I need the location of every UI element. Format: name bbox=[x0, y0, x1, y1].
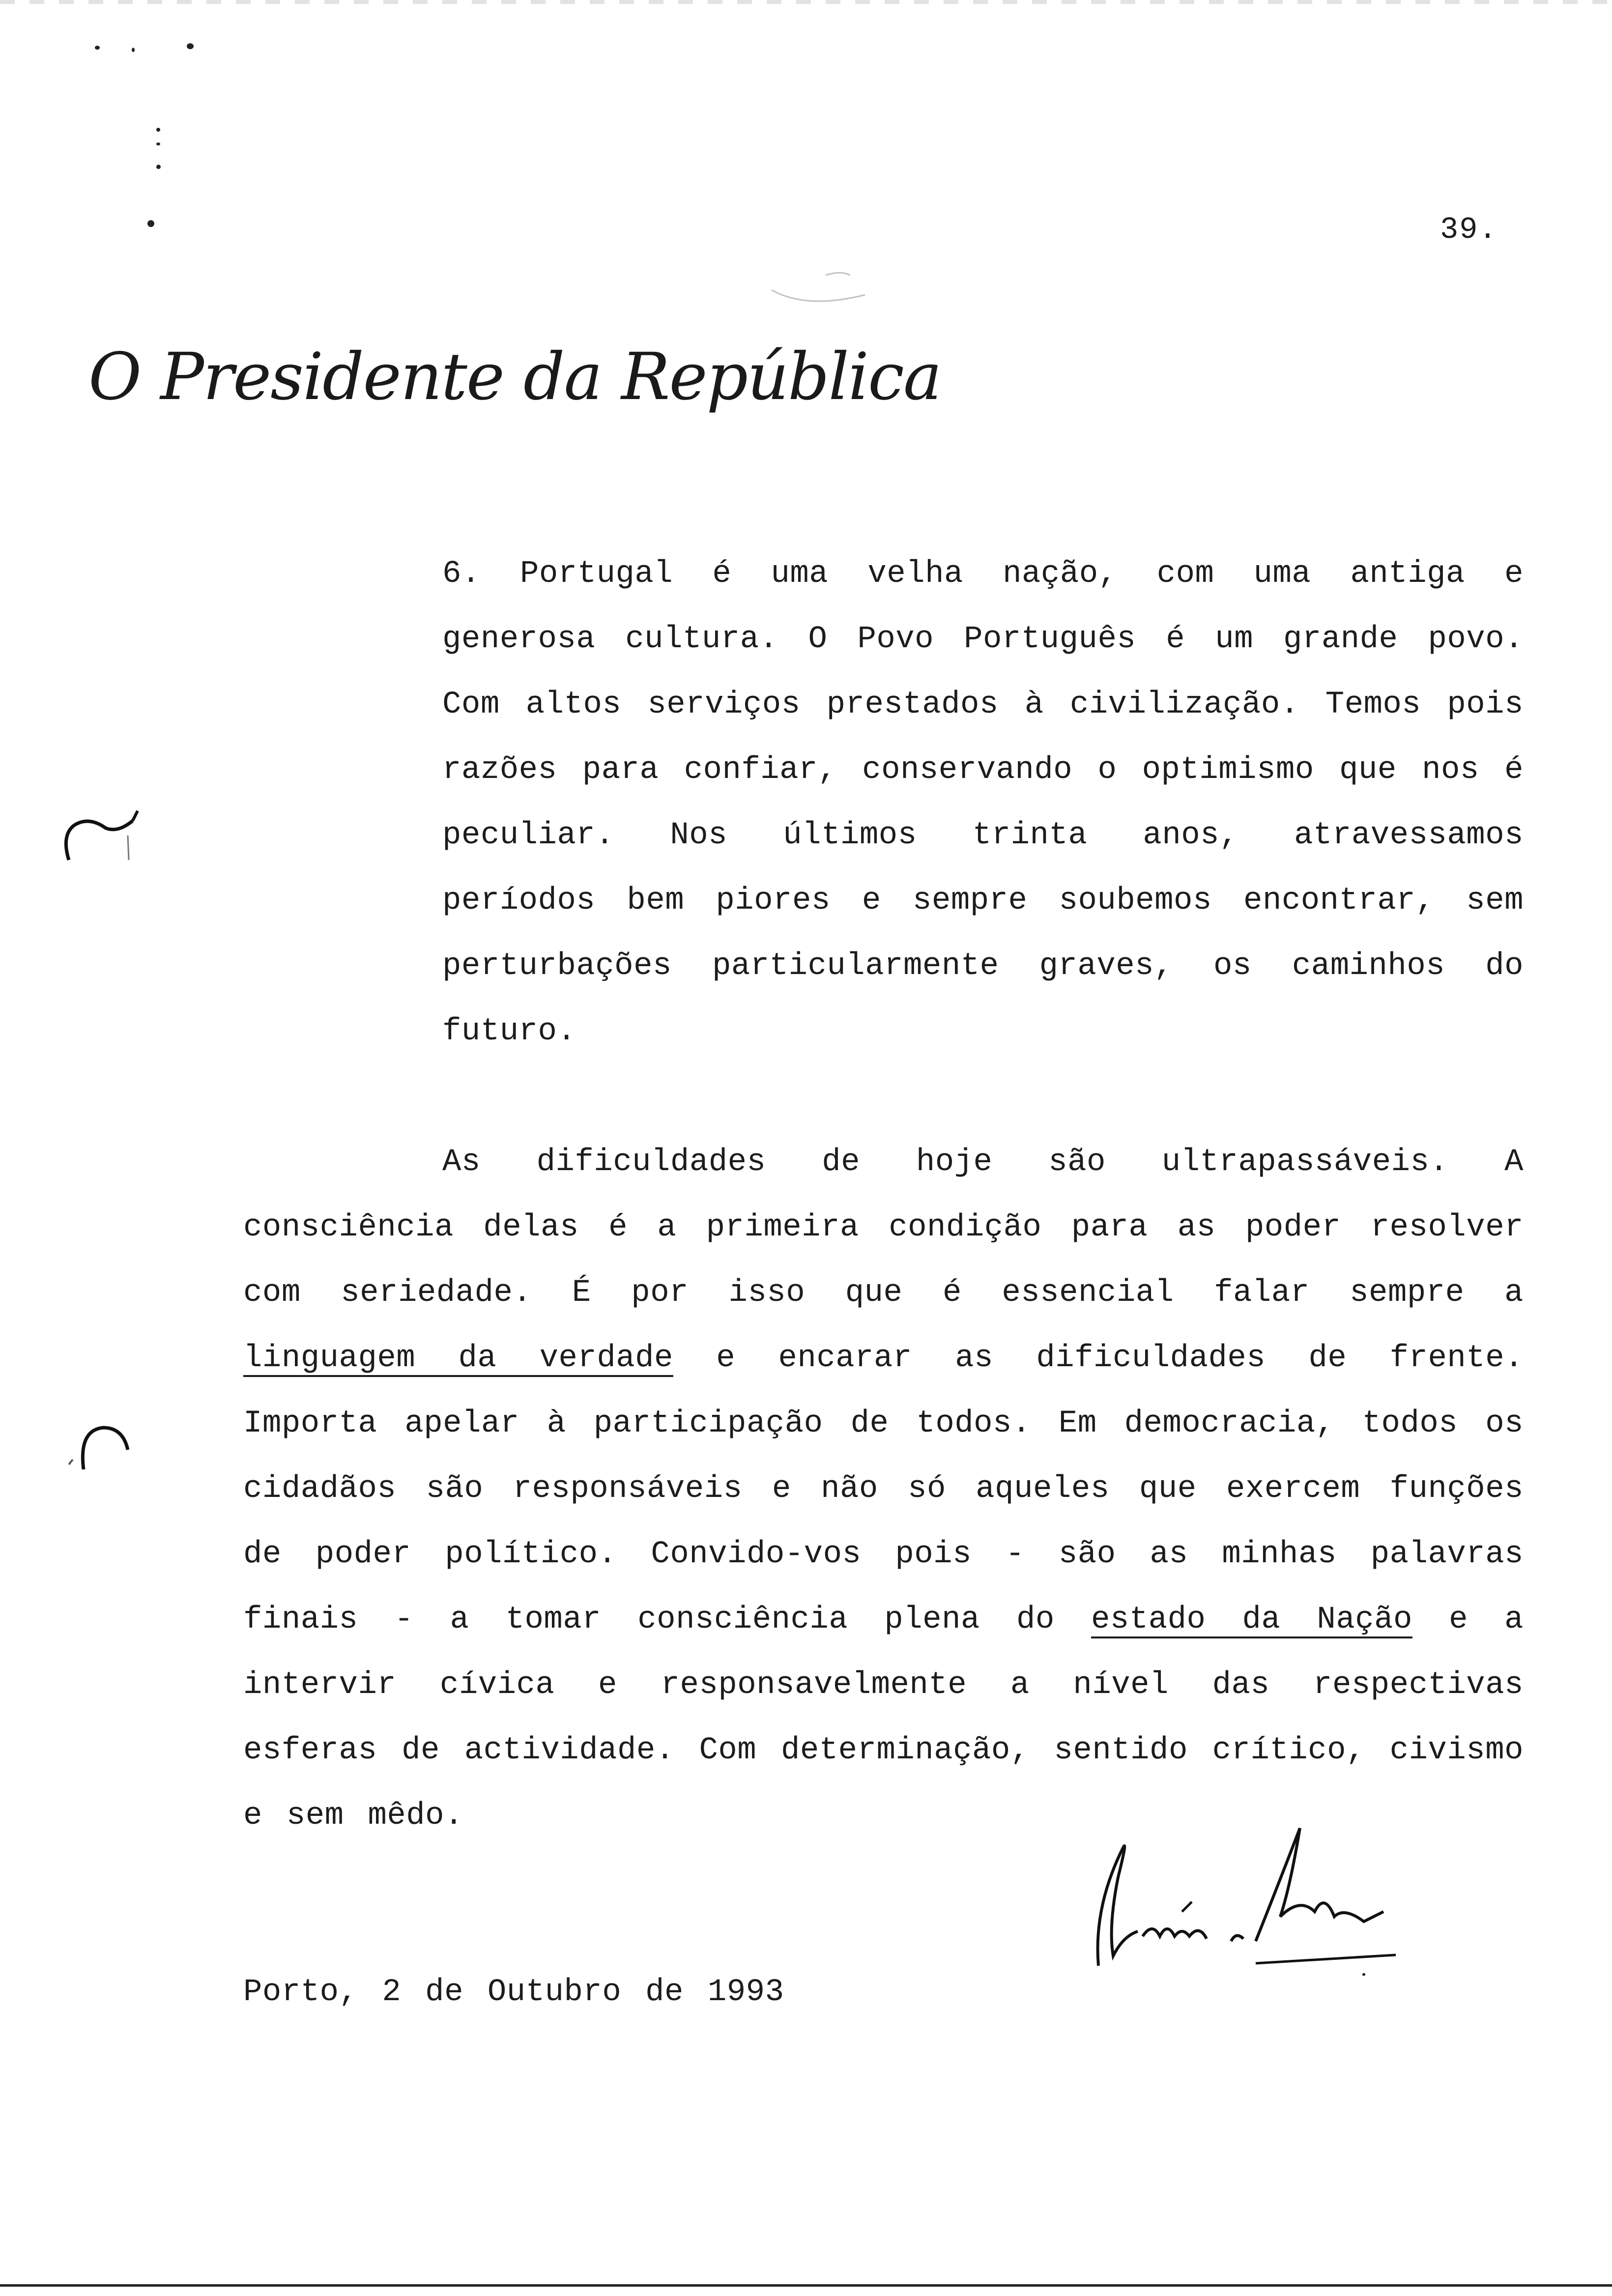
faint-center-mark bbox=[767, 260, 875, 319]
scan-speck bbox=[187, 43, 194, 49]
scan-bottom-edge bbox=[0, 2284, 1612, 2287]
paragraph-2-text-b: e encarar as dificuldades de frente. Importa apelar à participação de todos. Em democracia, todos os cidadãos são responsáveis e não só aqueles que exercem funções de poder político. Convido-vos pois - são as minhas palavras finais - a tomar consciência plena do bbox=[243, 1341, 1524, 1637]
scan-speck bbox=[156, 128, 160, 132]
signature bbox=[1069, 1818, 1403, 1976]
scan-speck bbox=[156, 143, 160, 145]
underlined-phrase-nation: estado da Nação bbox=[1091, 1602, 1412, 1637]
paragraph-1: 6. Portugal é uma velha nação, com uma antiga e generosa cultura. O Povo Português é um grande povo. Com altos serviços prestados à civilização. Temos pois razões para confiar, conservando o optimismo que nos é peculiar. Nos últimos trinta anos, atravessamos períodos bem piores e sempre soubemos encontrar, sem perturbações particularmente graves, os caminhos do futuro. bbox=[442, 556, 1524, 1049]
paragraph-2-text-c: e a intervir cívica e responsavelmente a nível das respectivas esferas de actividade. Com determinação, sentido crítico, civismo e sem mêdo. bbox=[243, 1602, 1524, 1834]
scan-speck bbox=[156, 165, 161, 169]
scan-top-edge bbox=[0, 0, 1612, 4]
paragraph-2 bbox=[243, 1130, 1524, 1849]
scan-speck bbox=[147, 220, 154, 227]
scan-speck bbox=[132, 48, 135, 52]
letterhead-title: O Presidente da República bbox=[88, 339, 941, 415]
paragraph-2-text-a: As dificuldades de hoje são ultrapassáveis. A consciência delas é a primeira condição para as poder resolver com seriedade. É por isso que é essencial falar sempre a bbox=[243, 1145, 1524, 1311]
margin-arc-mark bbox=[49, 1415, 133, 1479]
page-number: 39. bbox=[1440, 212, 1498, 247]
scan-speck bbox=[95, 46, 100, 50]
margin-handwritten-mark bbox=[59, 806, 143, 870]
underlined-phrase-truth: linguagem da verdade bbox=[243, 1341, 673, 1376]
dateline: Porto, 2 de Outubro de 1993 bbox=[243, 1975, 784, 2010]
